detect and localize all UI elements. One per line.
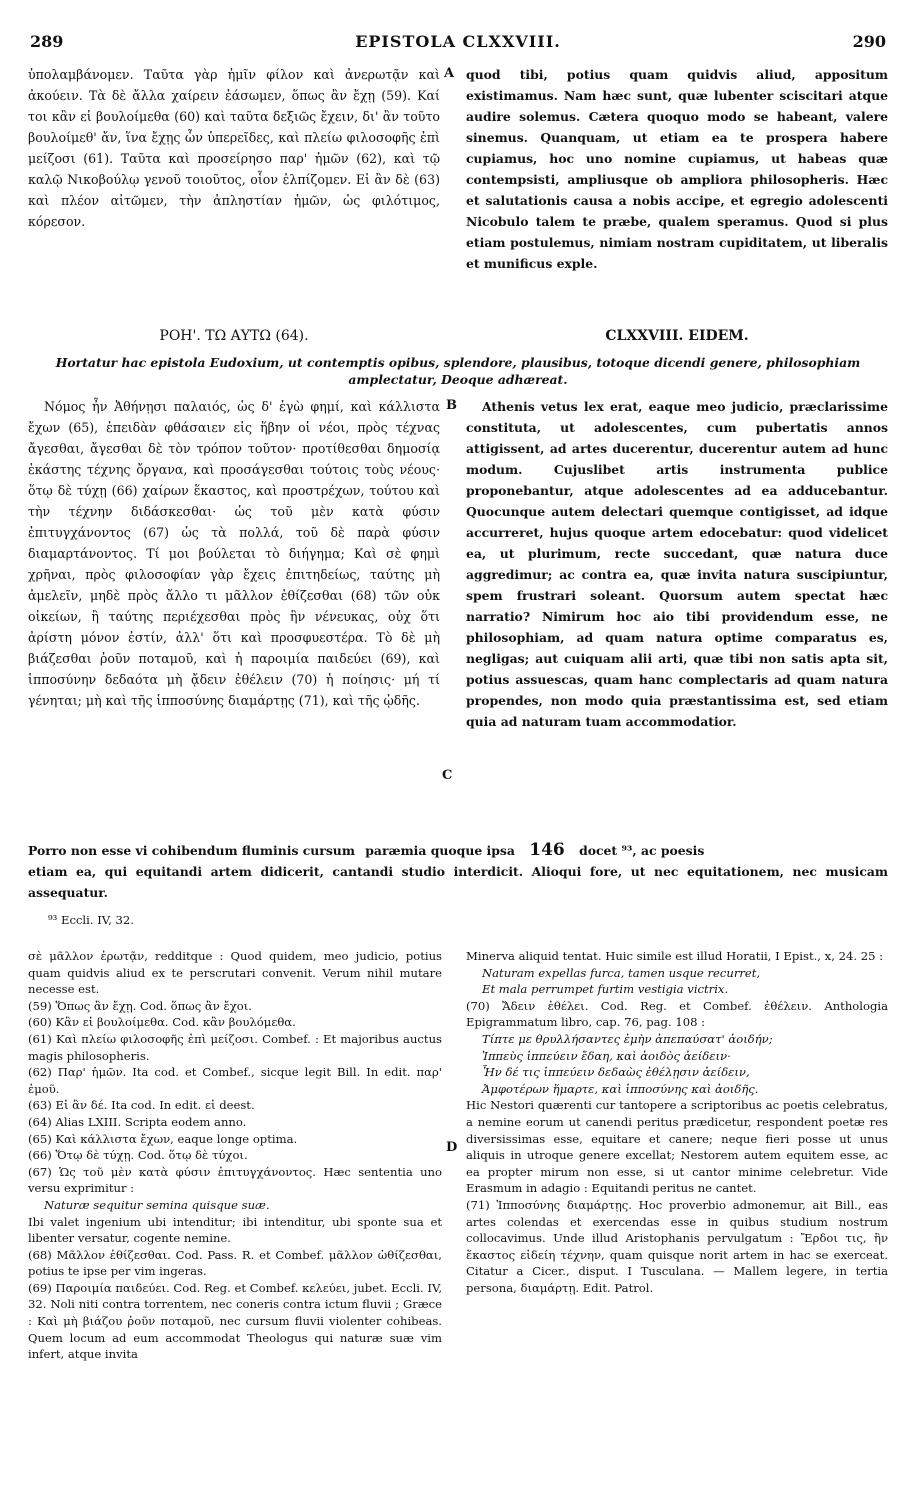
note-paragraph: (59) Ὅπως ἂν ἔχῃ. Cod. ὅπως ἂν ἔχοι.: [28, 998, 252, 1013]
note-verse: Naturæ sequitur semina quisque suæ.: [44, 1197, 270, 1212]
latin-letter-heading: CLXXVIII. EIDEM.: [605, 328, 749, 344]
note-paragraph: (66) Ὅτῳ δὲ τύχῃ. Cod. ὅτῳ δὲ τύχοι.: [28, 1148, 248, 1163]
note-paragraph: Hic Nestori quærenti cur tantopere a scriptoribus ac poetis celebratus, a nemine eorum ut canendi peritus prædicetur, respondent poetæ res diversissimas esse, equitare et canere; neque fieri posse ut unus aliquis in utroque genere excellat; Nestorem autem equitem esse, ac ea propter mirum non esse, si ut cantor minime celebretur. Vide Erasmum in adagio : Equitandi peritus ne cantet.: [466, 1098, 888, 1196]
margin-letter-d: D: [446, 1140, 458, 1155]
note-paragraph: (61) Καὶ πλείω φιλοσοφῆς ἐπὶ μείζοσι. Combef. : Et majoribus auctus magis philosopheris.: [28, 1031, 442, 1063]
column-number: 146: [529, 840, 565, 860]
latin-column-body: Athenis vetus lex erat, eaque meo judicio, præclarissime constituta, ut adolescentes, cum pubertatis annos attigissent, ad artes ducerentur, ducerentur autem ad hunc modum. Cujuslibet artis instrumenta publice proponebantur, atque adolescentes ad ea adducebantur. Quocunque autem delectari quemque contigisset, ad idque accurreret, hujus quoque artem edocebatur: quod videlicet ea, ut plurimum, recte succedant, quæ natura duce aggredimur; ac contra ea, quæ invita natura suscipiuntur, spem frustrari soleant. Quorsum autem spectat hæc narratio? Nimirum hoc aio tibi providendum esse, ne philosophiam, ad quam natura optime comparatus es, negligas; aut cuiquam alii arti, quæ tibi non satis apta sit, potius assuescas, quam hanc complectaris ad quam natura propendes, non modo quia præstantissima est, sed etiam quia ad naturam tuam accommodatior.: [466, 399, 888, 729]
note-paragraph: σὲ μᾶλλον ἐρωτᾷν, redditque : Quod quidem, meo judicio, potius quam quidvis aliud ex te perscrutari convenit. Verum nihil mutare necesse est.: [28, 949, 442, 997]
running-header: [30, 32, 886, 56]
header-title: EPISTOLA CLXXVIII.: [355, 32, 561, 51]
note-paragraph: (69) Παροιμία παιδεύει. Cod. Reg. et Combef. κελεύει, jubet. Eccli. IV, 32. Noli niti contra torrentem, nec coneris contra ictum fluvii ; Græce : Καὶ μὴ βιάζου ῥοῦν ποταμοῦ, nec cursum fluvii violenter cohibeas. Quem locum ad eum accommodat Theologus qui naturæ suæ vim infert, atque invita: [28, 1280, 442, 1362]
note-paragraph: (60) Κἂν εἰ βουλοίμεθα. Cod. κἂν βουλόμεθα.: [28, 1015, 296, 1030]
note-paragraph: (65) Καὶ κάλλιστα ἔχων, eaque longe optima.: [28, 1131, 298, 1146]
note-paragraph: (68) Μᾶλλον ἐθίζεσθαι. Cod. Pass. R. et Combef. μᾶλλον ὠθίζεσθαι, potius te ipse per vim ingeras.: [28, 1247, 442, 1279]
note-paragraph: (62) Παρ' ἡμῶν. Ita cod. et Combef., sicque legit Bill. In edit. παρ' ἐμοῦ.: [28, 1065, 442, 1096]
notes-right-column: [466, 948, 888, 1296]
note-paragraph: (63) Εἰ ἂν δέ. Ita cod. In edit. εἰ deest.: [28, 1098, 255, 1113]
note-paragraph: (71) Ἱπποσύνης διαμάρτῃς. Hoc proverbio admonemur, ait Bill., eas artes colendas et exercendas esse in quibus studium nostrum collocavimus. Unde illud Aristophanis pervulgatum : Ἔρδοι τις, ἣν ἕκαστος εἰδείη τέχνην, quam quisque norit artem in hac se exerceat. Citatur a Cicer., disput. I Tusculana. — Mallem legere, in tertia persona, διαμάρτῃ. Edit. Patrol.: [466, 1197, 888, 1295]
full-line-middle: paræmia quoque ipsa: [365, 843, 515, 858]
full-width-rest: etiam ea, qui equitandi artem didicerit, cantandi studio interdicit. Alioqui fore, ut nec equitationem, nec musicam assequatur.: [28, 864, 888, 900]
note-paragraph: Minerva aliquid tentat. Huic simile est illud Horatii, I Epist., x, 24. 25 :: [466, 949, 884, 963]
latin-column-top: quod tibi, potius quam quidvis aliud, appositum existimamus. Nam hæc sunt, quæ lubenter sciscitari atque audire solemus. Cætera quoquo modo se habeant, valere sinemus. Quanquam, ut etiam ea te prospera habere cupiamus, hoc uno nomine cupiamus, ut habeas quæ contempsisti, ampliusque ob ampliora philosopheris. Hæc et salutationis causa a nobis accipe, et egregio adolescenti Nicobulo talem te præbe, qualem speramus. Quod si plus etiam postulemus, nimiam nostram cupiditatem, ut liberalis et munificus exple.: [466, 67, 888, 271]
note-paragraph: Ibi valet ingenium ubi intenditur; ibi intenditur, ubi sponte sua et libenter versatur, cogente nemine.: [28, 1214, 442, 1246]
page-number-left: 289: [30, 32, 64, 51]
note-verse: Ἦν δέ τις ἱππεύειν δεδαὼς ἐθέλῃσιν ἀείδειν,: [482, 1065, 750, 1080]
note-paragraph: (67) Ὡς τοῦ μὲν κατὰ φύσιν ἐπιτυγχάνοντος. Hæc sententia uno versu exprimitur :: [28, 1164, 442, 1196]
notes-left-column: [28, 948, 442, 1363]
note-verse: Τίπτε με θρυλλήσαντες ἐμὴν ἀπεπαύσατ' ἀοιδήν;: [482, 1031, 773, 1046]
full-width-line: [28, 840, 888, 861]
greek-letter-heading: ΡΟΗ'. ΤΩ ΑΥΤΩ (64).: [159, 328, 309, 344]
letter-argument: Hortatur hac epistola Eudoxium, ut contemptis opibus, splendore, plausibus, totoque dicendi genere, philosophiam amplectatur, Deoque adhæreat.: [55, 355, 861, 387]
scripture-footnote: ⁹³ Eccli. IV, 32.: [48, 913, 134, 927]
margin-letter-a: A: [444, 66, 455, 81]
greek-column-top: ὑπολαμβάνομεν. Ταῦτα γὰρ ἡμῖν φίλον καὶ ἀνερωτᾷν καὶ ἀκούειν. Τὰ δὲ ἄλλα χαίρειν ἐάσωμεν, ὅπως ἂν ἔχῃ (59). Καί τοι κἂν εἰ βουλοίμεθα (60) καὶ ταῦτα δεξιῶς ἔχειν, δι' ἂν τοῦτο βουλοίμεθ' ἄν, ἵνα ἔχῃς ὧν ὑπερεῖδες, καὶ πλείω φιλοσοφῆς ἐπὶ μείζοσι (61). Ταῦτα καὶ προσείρησο παρ' ἡμῶν (62), καὶ τῷ καλῷ Νικοβούλῳ γενοῦ τοιοῦτος, οἷον ἐλπίζομεν. Εἰ ἂν δὲ (63) καὶ πλέον αἰτῶμεν, τὴν ἀπληστίαν ἡμῶν, ὡς φιλότιμος, κόρεσον.: [28, 67, 440, 229]
note-verse: Et mala perrumpet furtim vestigia victrix.: [482, 982, 729, 997]
note-verse: Ἀμφοτέρων ἥμαρτε, καὶ ἱπποσύνης καὶ ἀοιδῆς.: [482, 1081, 759, 1096]
full-line-start: Porro non esse vi cohibendum fluminis cursum: [28, 843, 355, 858]
margin-letter-c: C: [442, 768, 453, 783]
note-verse: Ἱππεὺς ἱππεύειν ἔδαη, καὶ ἀοιδὸς ἀείδειν·: [482, 1048, 731, 1063]
note-paragraph: (64) Alias LXIII. Scripta eodem anno.: [28, 1114, 247, 1129]
page-number-right: 290: [852, 32, 886, 51]
note-paragraph: (70) Ἄδειν ἐθέλει. Cod. Reg. et Combef. ἐθέλειν. Anthologia Epigrammatum libro, cap. 76, pag. 108 :: [466, 998, 888, 1030]
margin-letter-b: B: [446, 398, 457, 413]
greek-column-body: Νόμος ἦν Ἀθήνῃσι παλαιός, ὡς δ' ἐγὼ φημί, καὶ κάλλιστα ἔχων (65), ἐπειδὰν φθάσαιεν εἰς ἥβην οἱ νέοι, πρὸς τέχνας ἄγεσθαι, ἄγεσθαι δὲ τὸν τρόπον τοῦτον· προτίθεσθαι δημοσίᾳ ἑκάστης τέχνης ὄργανα, καὶ προσάγεσθαι τούτοις τοὺς νέους· ὅτῳ δὲ τύχῃ (66) χαίρων ἕκαστος, καὶ προστρέχων, τούτου καὶ τὴν τέχνην διδάσκεσθαι· ὡς τοῦ μὲν κατὰ φύσιν ἐπιτυγχάνοντος (67) ὡς τὰ πολλά, τοῦ δὲ παρὰ φύσιν διαμαρτάνοντος. Τί μοι βούλεται τὸ διήγημα; Καὶ σὲ φημὶ χρῆναι, πρὸς φιλοσοφίαν γὰρ ἔχεις ἐπιτηδείως, ταύτης μὴ ἀμελεῖν, μηδὲ πρὸς ἄλλο τι μᾶλλον ἐθίζεσθαι (68) τῶν οὐκ οἰκείων, ἢ ταύτης περιέχεσθαι πρὸς ἣν νένευκας, οὐχ ὅτι ἀρίστη μόνον ἐστίν, ἀλλ' ὅτι καὶ προσφυεστέρα. Τὸ δὲ μὴ βιάζεσθαι ῥοῦν ποταμοῦ, καὶ ἡ παροιμία παιδεύει (69), καὶ ἱπποσύνην δεδαότα μὴ ᾄδειν ἐθέλειν (70) ἡ ποίησις· μή τί γένηται; μὴ καὶ τῆς ἱπποσύνης διαμάρτῃς (71), καὶ τῆς ᾠδῆς.: [28, 399, 440, 708]
note-verse: Naturam expellas furca, tamen usque recurret,: [482, 965, 761, 980]
full-line-end: docet ⁹³, ac poesis: [579, 843, 705, 858]
